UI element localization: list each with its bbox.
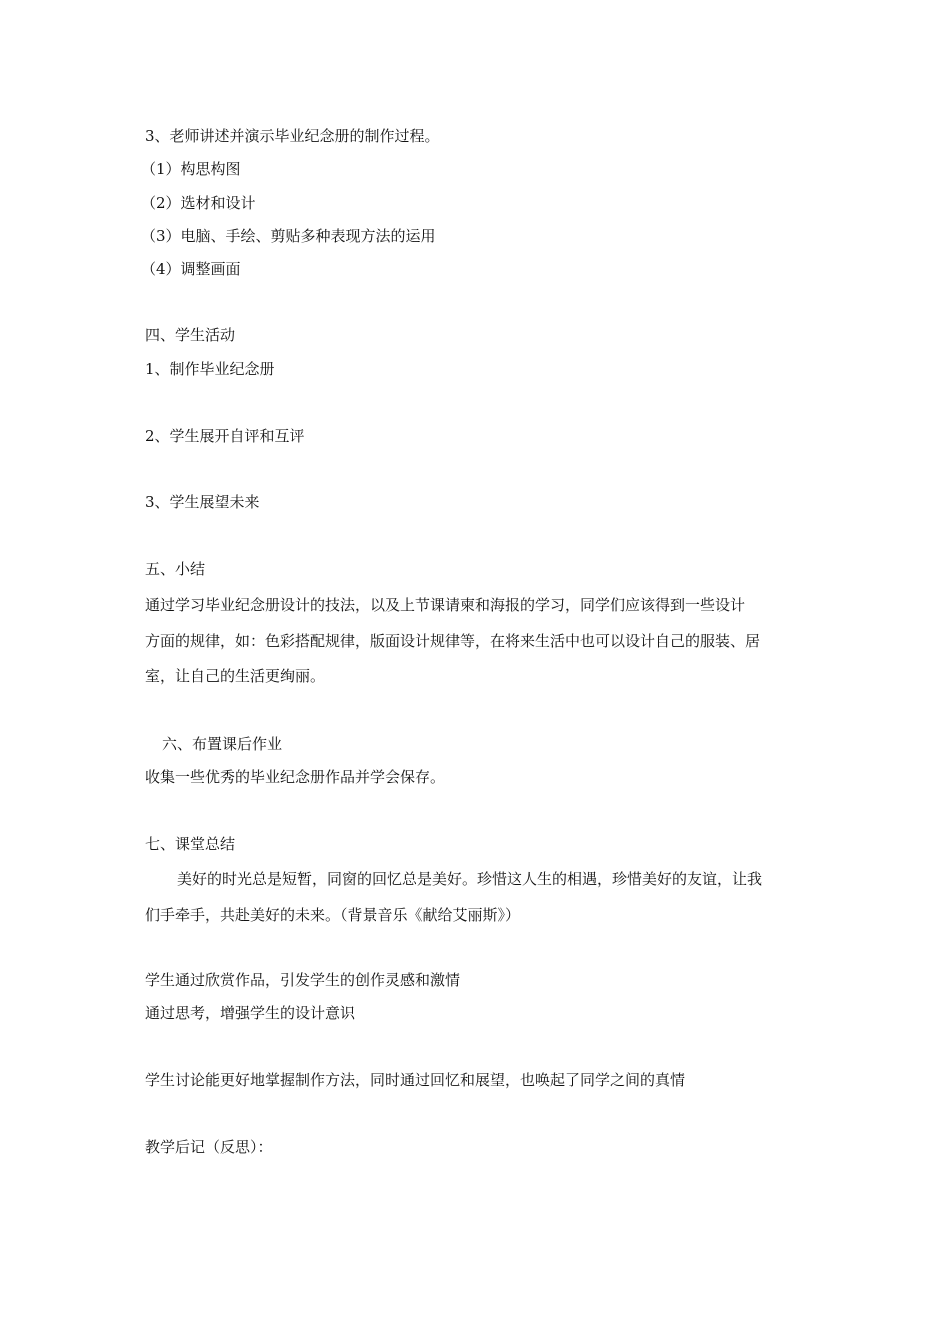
summary-line-3: 室，让自己的生活更绚丽。 [145,667,326,685]
note-1: 学生通过欣赏作品，引发学生的创作灵感和激情 [145,971,461,989]
section-5-heading: 五、小结 [145,560,206,578]
section-3-heading: 3、老师讲述并演示毕业纪念册的制作过程。 [145,127,440,145]
activity-2: 2、学生展开自评和互评 [145,427,305,445]
activity-1: 1、制作毕业纪念册 [145,360,275,378]
step-4: （4）调整画面 [141,260,241,278]
step-1: （1）构思构图 [141,160,241,178]
homework-text: 收集一些优秀的毕业纪念册作品并学会保存。 [145,768,446,786]
step-2: （2）选材和设计 [141,194,256,212]
reflection-heading: 教学后记（反思）： [145,1138,273,1156]
activity-3: 3、学生展望未来 [145,493,260,511]
summary-line-2: 方面的规律，如：色彩搭配规律，版面设计规律等，在将来生活中也可以设计自己的服装、居 [145,632,761,650]
conclusion-line-2: 们手牵手，共赴美好的未来。（背景音乐《献给艾丽斯》） [145,906,521,924]
summary-line-1: 通过学习毕业纪念册设计的技法，以及上节课请柬和海报的学习，同学们应该得到一些设计 [145,596,746,614]
section-4-heading: 四、学生活动 [145,326,236,344]
conclusion-line-1: 美好的时光总是短暂，同窗的回忆总是美好。珍惜这人生的相遇，珍惜美好的友谊，让我 [177,870,763,888]
note-2: 通过思考，增强学生的设计意识 [145,1004,356,1022]
note-3: 学生讨论能更好地掌握制作方法，同时通过回忆和展望，也唤起了同学之间的真情 [145,1071,686,1089]
section-7-heading: 七、课堂总结 [145,835,236,853]
section-6-heading: 六、布置课后作业 [162,735,283,753]
step-3: （3）电脑、手绘、剪贴多种表现方法的运用 [141,227,436,245]
